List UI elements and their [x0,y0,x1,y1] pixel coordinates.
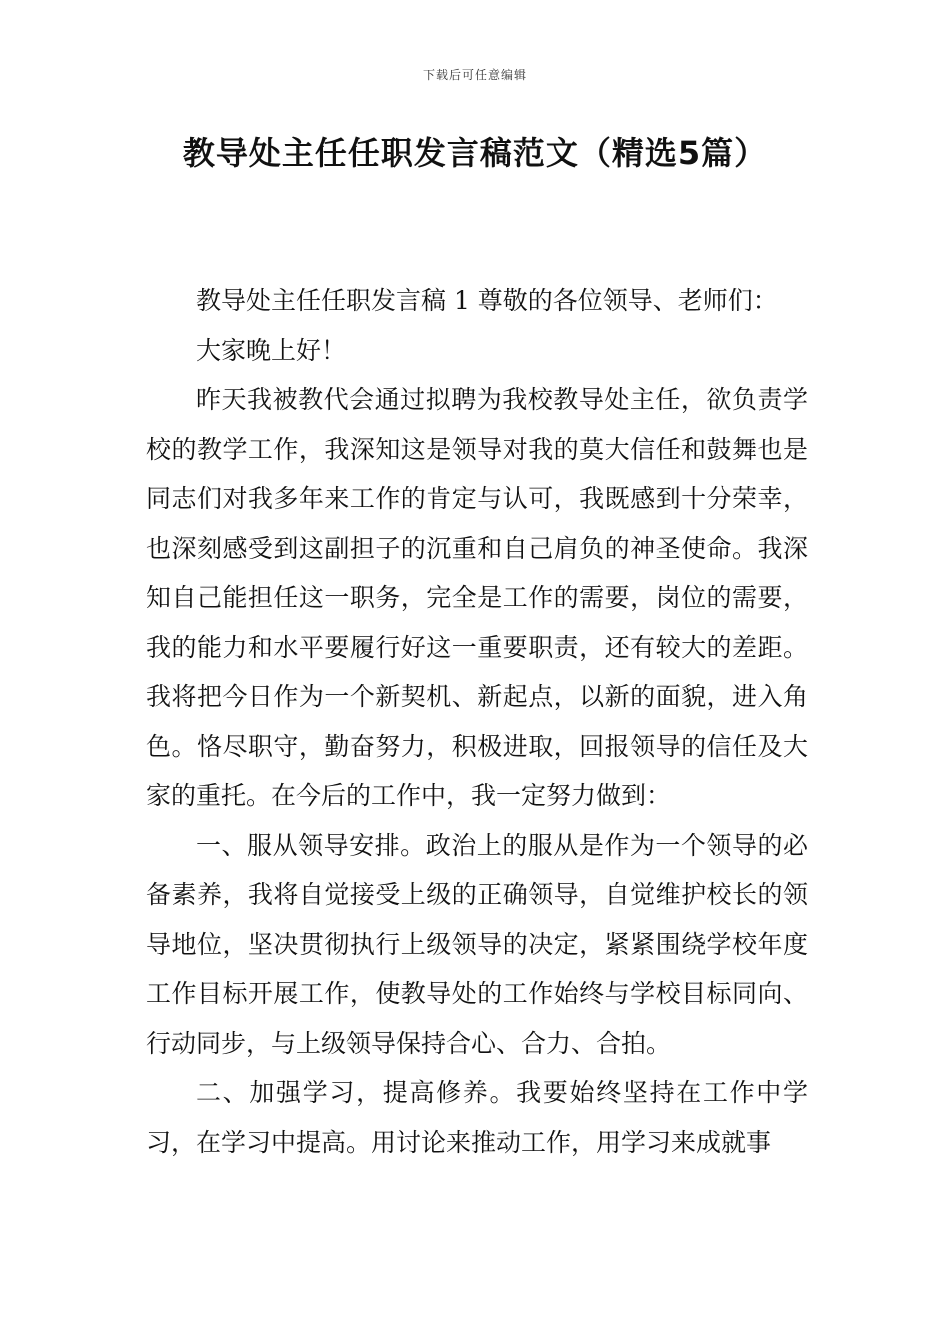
paragraph-salutation: 教导处主任任职发言稿 1 尊敬的各位领导、老师们： [196,286,778,315]
paragraph-intro: 昨天我被教代会通过拟聘为我校教导处主任，欲负责学校的教学工作，我深知这是领导对我的莫大信任和鼓舞也是同志们对我多年来工作的肯定与认可，我既感到十分荣幸，也深刻感受到这副担子的沉重和自己肩负的神圣使命。我深知自己能担任这一职务，完全是工作的需要，岗位的需要，我的能力和水平要履行好这一重要职责，还有较大的差距。我将把今日作为一个新契机、新起点，以新的面貌，进入角色。恪尽职守，勤奋努力，积极进取，回报领导的信任及大家的重托。在今后的工作中，我一定努力做到： [146,385,808,810]
header-note: 下载后可任意编辑 [422,68,527,82]
document-title: 教导处主任任职发言稿范文（精选5篇） [182,134,768,172]
paragraph-greeting: 大家晚上好！ [196,335,347,365]
paragraph-point-1: 一、服从领导安排。政治上的服从是作为一个领导的必备素养，我将自觉接受上级的正确领导，自觉维护校长的领导地位，坚决贯彻执行上级领导的决定，紧紧围绕学校年度工作目标开展工作，使教导处的工作始终与学校目标同向、行动同步，与上级领导保持合心、合力、合拍。 [146,830,808,1058]
document-body [146,276,808,1167]
paragraph-point-2: 二、加强学习，提高修养。我要始终坚持在工作中学习，在学习中提高。用讨论来推动工作，用学习来成就事 [146,1078,808,1157]
